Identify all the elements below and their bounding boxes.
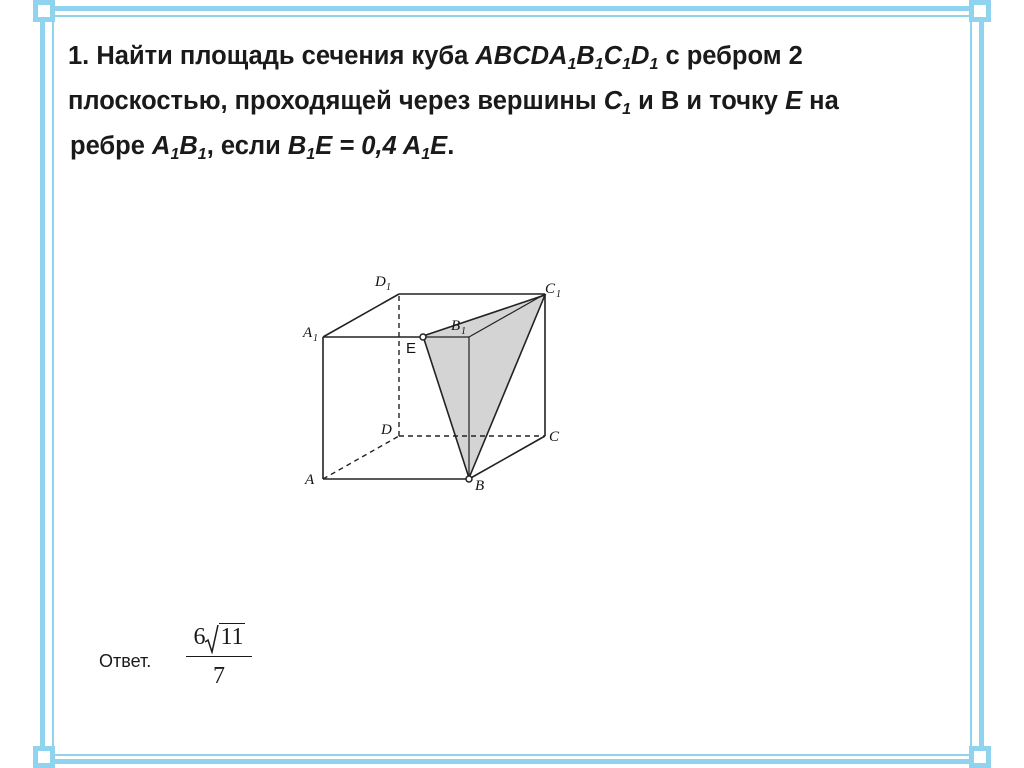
vertex-c1: $C_1$ <box>603 87 632 118</box>
condition: $B_1E = 0,4$ $A_1E$ <box>287 132 448 163</box>
point-e-marker <box>420 334 426 340</box>
hidden-edge-ad <box>323 436 399 479</box>
label-b1-sub: 1 <box>461 326 466 337</box>
problem-text: с ребром 2 <box>658 42 803 70</box>
edge-a1b1: $A_1B_1$ <box>152 132 207 163</box>
fraction-numerator: 6 11 <box>186 620 252 654</box>
fraction-bar <box>186 656 252 657</box>
problem-text: на <box>802 87 839 115</box>
label-a1-sub: 1 <box>313 333 318 344</box>
label-b: B <box>475 478 485 494</box>
section-triangle <box>423 295 545 478</box>
label-d1: D <box>375 274 386 290</box>
label-c: C <box>549 429 560 445</box>
problem-text: . <box>447 132 455 160</box>
fraction-denominator: 7 <box>213 663 225 689</box>
label-d1-sub: 1 <box>386 282 391 293</box>
label-b1: B <box>451 318 461 334</box>
label-e: E <box>406 340 417 357</box>
problem-text: плоскостью, проходящей через вершины <box>68 87 604 115</box>
answer-label: Ответ. <box>99 651 152 671</box>
cube-name: $ABCDA_1B_1C_1D_1$ <box>475 42 659 73</box>
label-a: A <box>305 472 315 488</box>
problem-text: , если <box>206 132 288 160</box>
label-d: D <box>381 422 392 438</box>
sqrt-symbol: 11 <box>205 620 244 654</box>
problem-text: ребре <box>70 132 153 160</box>
label-a1: A <box>303 325 313 341</box>
edge-a1d1 <box>323 294 399 337</box>
answer-fraction <box>186 620 252 691</box>
point-e: E <box>785 87 803 115</box>
problem-text: и В и точку <box>631 87 786 115</box>
point-b-marker <box>466 476 472 482</box>
label-c1-sub: 1 <box>556 289 561 300</box>
label-c1: C <box>545 281 556 297</box>
problem-text: 1. Найти площадь сечения куба <box>68 42 476 70</box>
